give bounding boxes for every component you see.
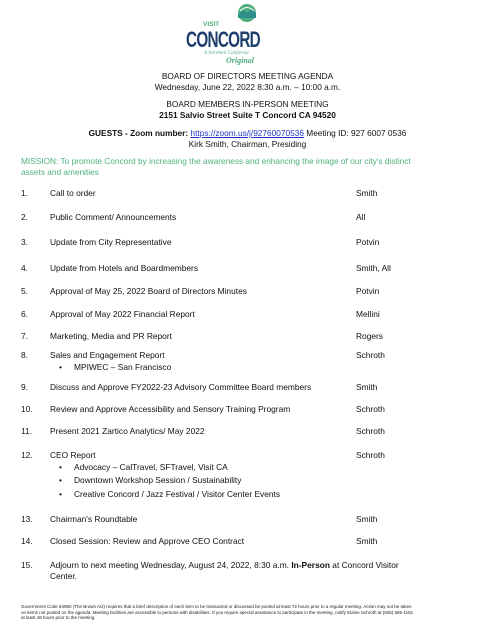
item-number: 2.	[21, 212, 28, 222]
item-number: 6.	[21, 309, 28, 319]
item-number: 11.	[21, 426, 33, 436]
item-number: 15.	[21, 560, 33, 570]
item-number: 5.	[21, 286, 28, 296]
mission-line-1: MISSION: To promote Concord by increasing the awareness and enhancing the image of our city's distinct	[21, 156, 411, 166]
visit-concord-logo	[0, 2, 495, 66]
zoom-link[interactable]: https://zoom.us/j/92760070536	[190, 128, 304, 138]
item-text: Update from City Representative	[50, 237, 172, 247]
bullet-icon: •	[59, 475, 62, 485]
guests-label: GUESTS - Zoom number:	[88, 128, 189, 138]
item-presenter: Smith, All	[356, 263, 391, 273]
sub-item	[59, 362, 172, 373]
item-text: Call to order	[50, 188, 96, 198]
meeting-title: BOARD MEMBERS IN-PERSON MEETING	[166, 99, 329, 109]
sub-item-text: Advocacy – CalTravel, SFTravel, Visit CA	[74, 462, 228, 472]
item-number: 9.	[21, 382, 28, 392]
item-text	[50, 560, 470, 582]
guests-line	[0, 128, 495, 139]
item-text: Chairman's Roundtable	[50, 514, 138, 524]
mission-statement	[21, 156, 476, 177]
sub-item	[59, 489, 281, 500]
item-text: Marketing, Media and PR Report	[50, 331, 172, 341]
item-presenter: Smith	[356, 188, 378, 198]
logo-visit-text: VISIT	[203, 21, 220, 28]
footer-line-1: Government Code 54950 (The Brown Act) requires that a brief description of each item to be transacted or discussed be posted at least 72 hours prior to a regular meeting. Action may not be taken	[21, 604, 412, 609]
item-number: 12.	[21, 450, 33, 460]
item-number: 8.	[21, 350, 28, 360]
item-text: Approval of May 2022 Financial Report	[50, 309, 195, 319]
item-text-main: Adjourn to next meeting Wednesday, August 24, 2022, 8:30 a.m.	[50, 560, 289, 570]
item-number: 3.	[21, 237, 28, 247]
item-text-emphasis: In-Person	[291, 560, 330, 570]
item-number: 10.	[21, 404, 33, 414]
mission-line-2: assets and amenities	[21, 166, 99, 177]
item-text: Review and Approve Accessibility and Sensory Training Program	[50, 404, 291, 414]
bullet-icon: •	[59, 489, 62, 499]
item-presenter: Smith	[356, 514, 378, 524]
meeting-id: Meeting ID: 927 6007 0536	[306, 128, 407, 138]
item-number: 4.	[21, 263, 28, 273]
item-text: Present 2021 Zartico Analytics/ May 2022	[50, 426, 205, 436]
item-text: Public Comment/ Announcements	[50, 212, 177, 222]
item-number: 14.	[21, 536, 33, 546]
logo-tagline-text: A Northern California	[204, 51, 249, 56]
sub-item-text: MPIWEC – San Francisco	[74, 362, 172, 372]
footer-line-3: at least 48 hours prior to the meeting.	[21, 615, 96, 621]
item-text-tail: at Concord Visitor	[332, 560, 399, 570]
brown-act-notice	[21, 604, 479, 621]
item-presenter: Schroth	[356, 350, 385, 360]
item-presenter: All	[356, 212, 366, 222]
item-text: Update from Hotels and Boardmembers	[50, 263, 199, 273]
item-text: Discuss and Approve FY2022-23 Advisory Committee Board members	[50, 382, 312, 392]
item-presenter: Rogers	[356, 331, 383, 341]
item-number: 7.	[21, 331, 28, 341]
item-text-continued: Center.	[50, 571, 78, 581]
logo-original-text: Original	[226, 56, 255, 65]
item-number: 13.	[21, 514, 33, 524]
item-text: Sales and Engagement Report	[50, 350, 165, 360]
logo-concord-text: CONCORD	[186, 27, 261, 52]
meeting-address: 2151 Salvio Street Suite T Concord CA 94520	[159, 110, 336, 120]
item-presenter: Potvin	[356, 286, 380, 296]
item-text: Closed Session: Review and Approve CEO Contract	[50, 536, 245, 546]
item-text: Approval of May 25, 2022 Board of Directors Minutes	[50, 286, 247, 296]
sub-item-text: Downtown Workshop Session / Sustainability	[74, 475, 242, 485]
bullet-icon: •	[59, 362, 62, 372]
meeting-date: Wednesday, June 22, 2022 8:30 a.m. – 10:00 a.m.	[154, 82, 341, 92]
bullet-icon: •	[59, 462, 62, 472]
presiding-line: Kirk Smith, Chairman, Presiding	[188, 139, 307, 149]
agenda-title: BOARD OF DIRECTORS MEETING AGENDA	[161, 71, 334, 81]
item-presenter: Smith	[356, 382, 378, 392]
item-presenter: Schroth	[356, 404, 385, 414]
item-text: CEO Report	[50, 450, 96, 460]
item-presenter: Mellini	[356, 309, 380, 319]
item-presenter: Schroth	[356, 450, 385, 460]
item-presenter: Smith	[356, 536, 378, 546]
sub-item	[59, 475, 242, 486]
sub-item	[59, 462, 228, 473]
item-presenter: Potvin	[356, 237, 380, 247]
item-number: 1.	[21, 188, 28, 198]
footer-line-2: on items not posted on the agenda. Meeting facilities are accessible to persons with disabilities. If you require special assistance to participate in the meeting, notify Elaine Schroth at (925) 685-1181	[21, 609, 414, 615]
sub-item-text: Creative Concord / Jazz Festival / Visitor Center Events	[74, 489, 281, 499]
item-presenter: Schroth	[356, 426, 385, 436]
